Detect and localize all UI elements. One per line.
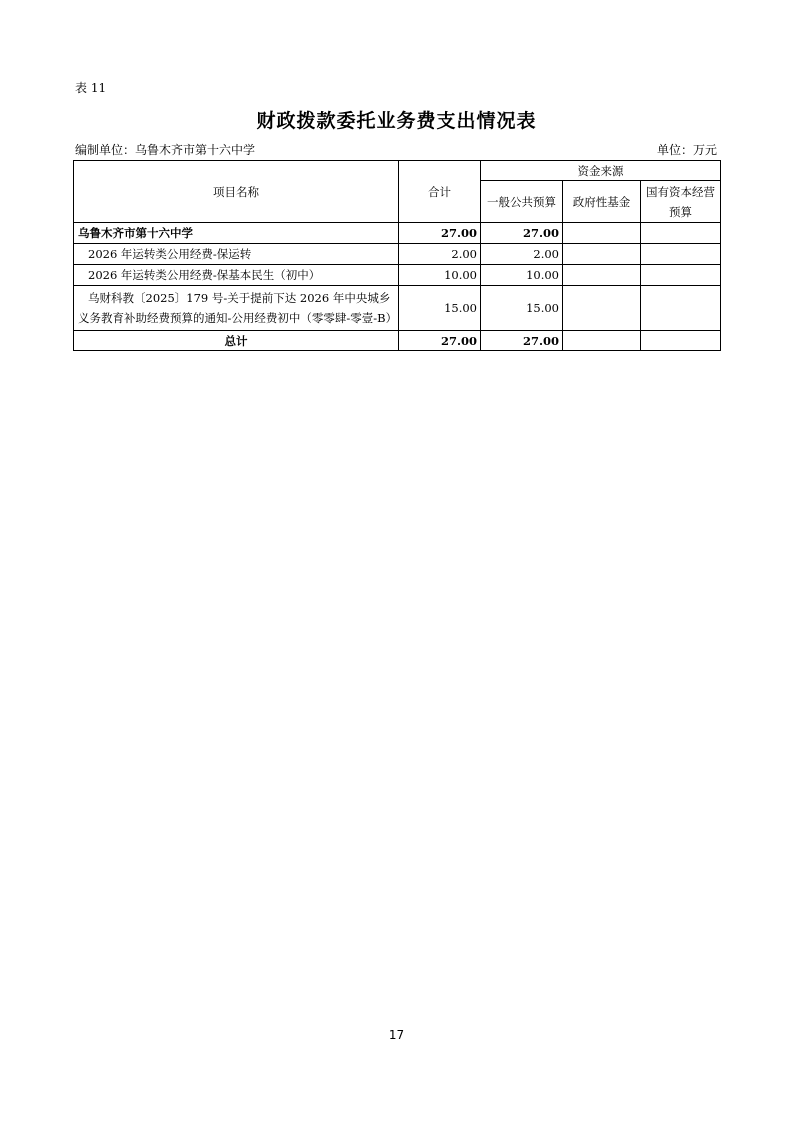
- total-row-name: 总计: [74, 331, 399, 351]
- row-name: 乌财科教〔2025〕179 号-关于提前下达 2026 年中央城乡义务教育补助经费预算的通知-公用经费初中（零零肆-零壹-B）: [74, 286, 399, 331]
- row-state: [641, 265, 721, 286]
- total-row-gov: [563, 331, 641, 351]
- row-gov: [563, 223, 641, 244]
- table-row: [74, 265, 721, 286]
- row-name: 2026 年运转类公用经费-保运转: [74, 244, 399, 265]
- table-label: 表 11: [75, 81, 107, 95]
- row-general: 15.00: [481, 286, 563, 331]
- row-general: 2.00: [481, 244, 563, 265]
- header-project-name: 项目名称: [74, 161, 399, 223]
- unit-label: 单位：万元: [656, 143, 717, 157]
- header-total: 合计: [399, 161, 481, 223]
- total-row-general: 27.00: [481, 331, 563, 351]
- table-row: [74, 286, 721, 331]
- table-row: [74, 223, 721, 244]
- header-fund-source: 资金来源: [481, 161, 721, 181]
- org-label: 编制单位：乌鲁木齐市第十六中学: [75, 143, 256, 157]
- row-name: 2026 年运转类公用经费-保基本民生（初中）: [74, 265, 399, 286]
- row-gov: [563, 265, 641, 286]
- page-title: 财政拨款委托业务费支出情况表: [256, 110, 537, 132]
- header-general-budget: 一般公共预算: [481, 181, 563, 223]
- total-row-total: 27.00: [399, 331, 481, 351]
- row-total: 27.00: [399, 223, 481, 244]
- total-row: [74, 331, 721, 351]
- row-gov: [563, 244, 641, 265]
- row-total: 15.00: [399, 286, 481, 331]
- row-gov: [563, 286, 641, 331]
- row-state: [641, 286, 721, 331]
- header-state-capital-line2: 预算: [669, 204, 692, 219]
- header-row-1: [74, 161, 721, 181]
- budget-table: [73, 160, 721, 351]
- row-total: 2.00: [399, 244, 481, 265]
- row-state: [641, 223, 721, 244]
- header-state-capital: [641, 181, 721, 223]
- row-general: 27.00: [481, 223, 563, 244]
- page-number: 17: [388, 1028, 405, 1042]
- row-name: 乌鲁木齐市第十六中学: [74, 223, 399, 244]
- row-total: 10.00: [399, 265, 481, 286]
- total-row-state: [641, 331, 721, 351]
- row-general: 10.00: [481, 265, 563, 286]
- header-state-capital-line1: 国有资本经营: [646, 184, 715, 199]
- row-state: [641, 244, 721, 265]
- table-row: [74, 244, 721, 265]
- header-gov-fund: 政府性基金: [563, 181, 641, 223]
